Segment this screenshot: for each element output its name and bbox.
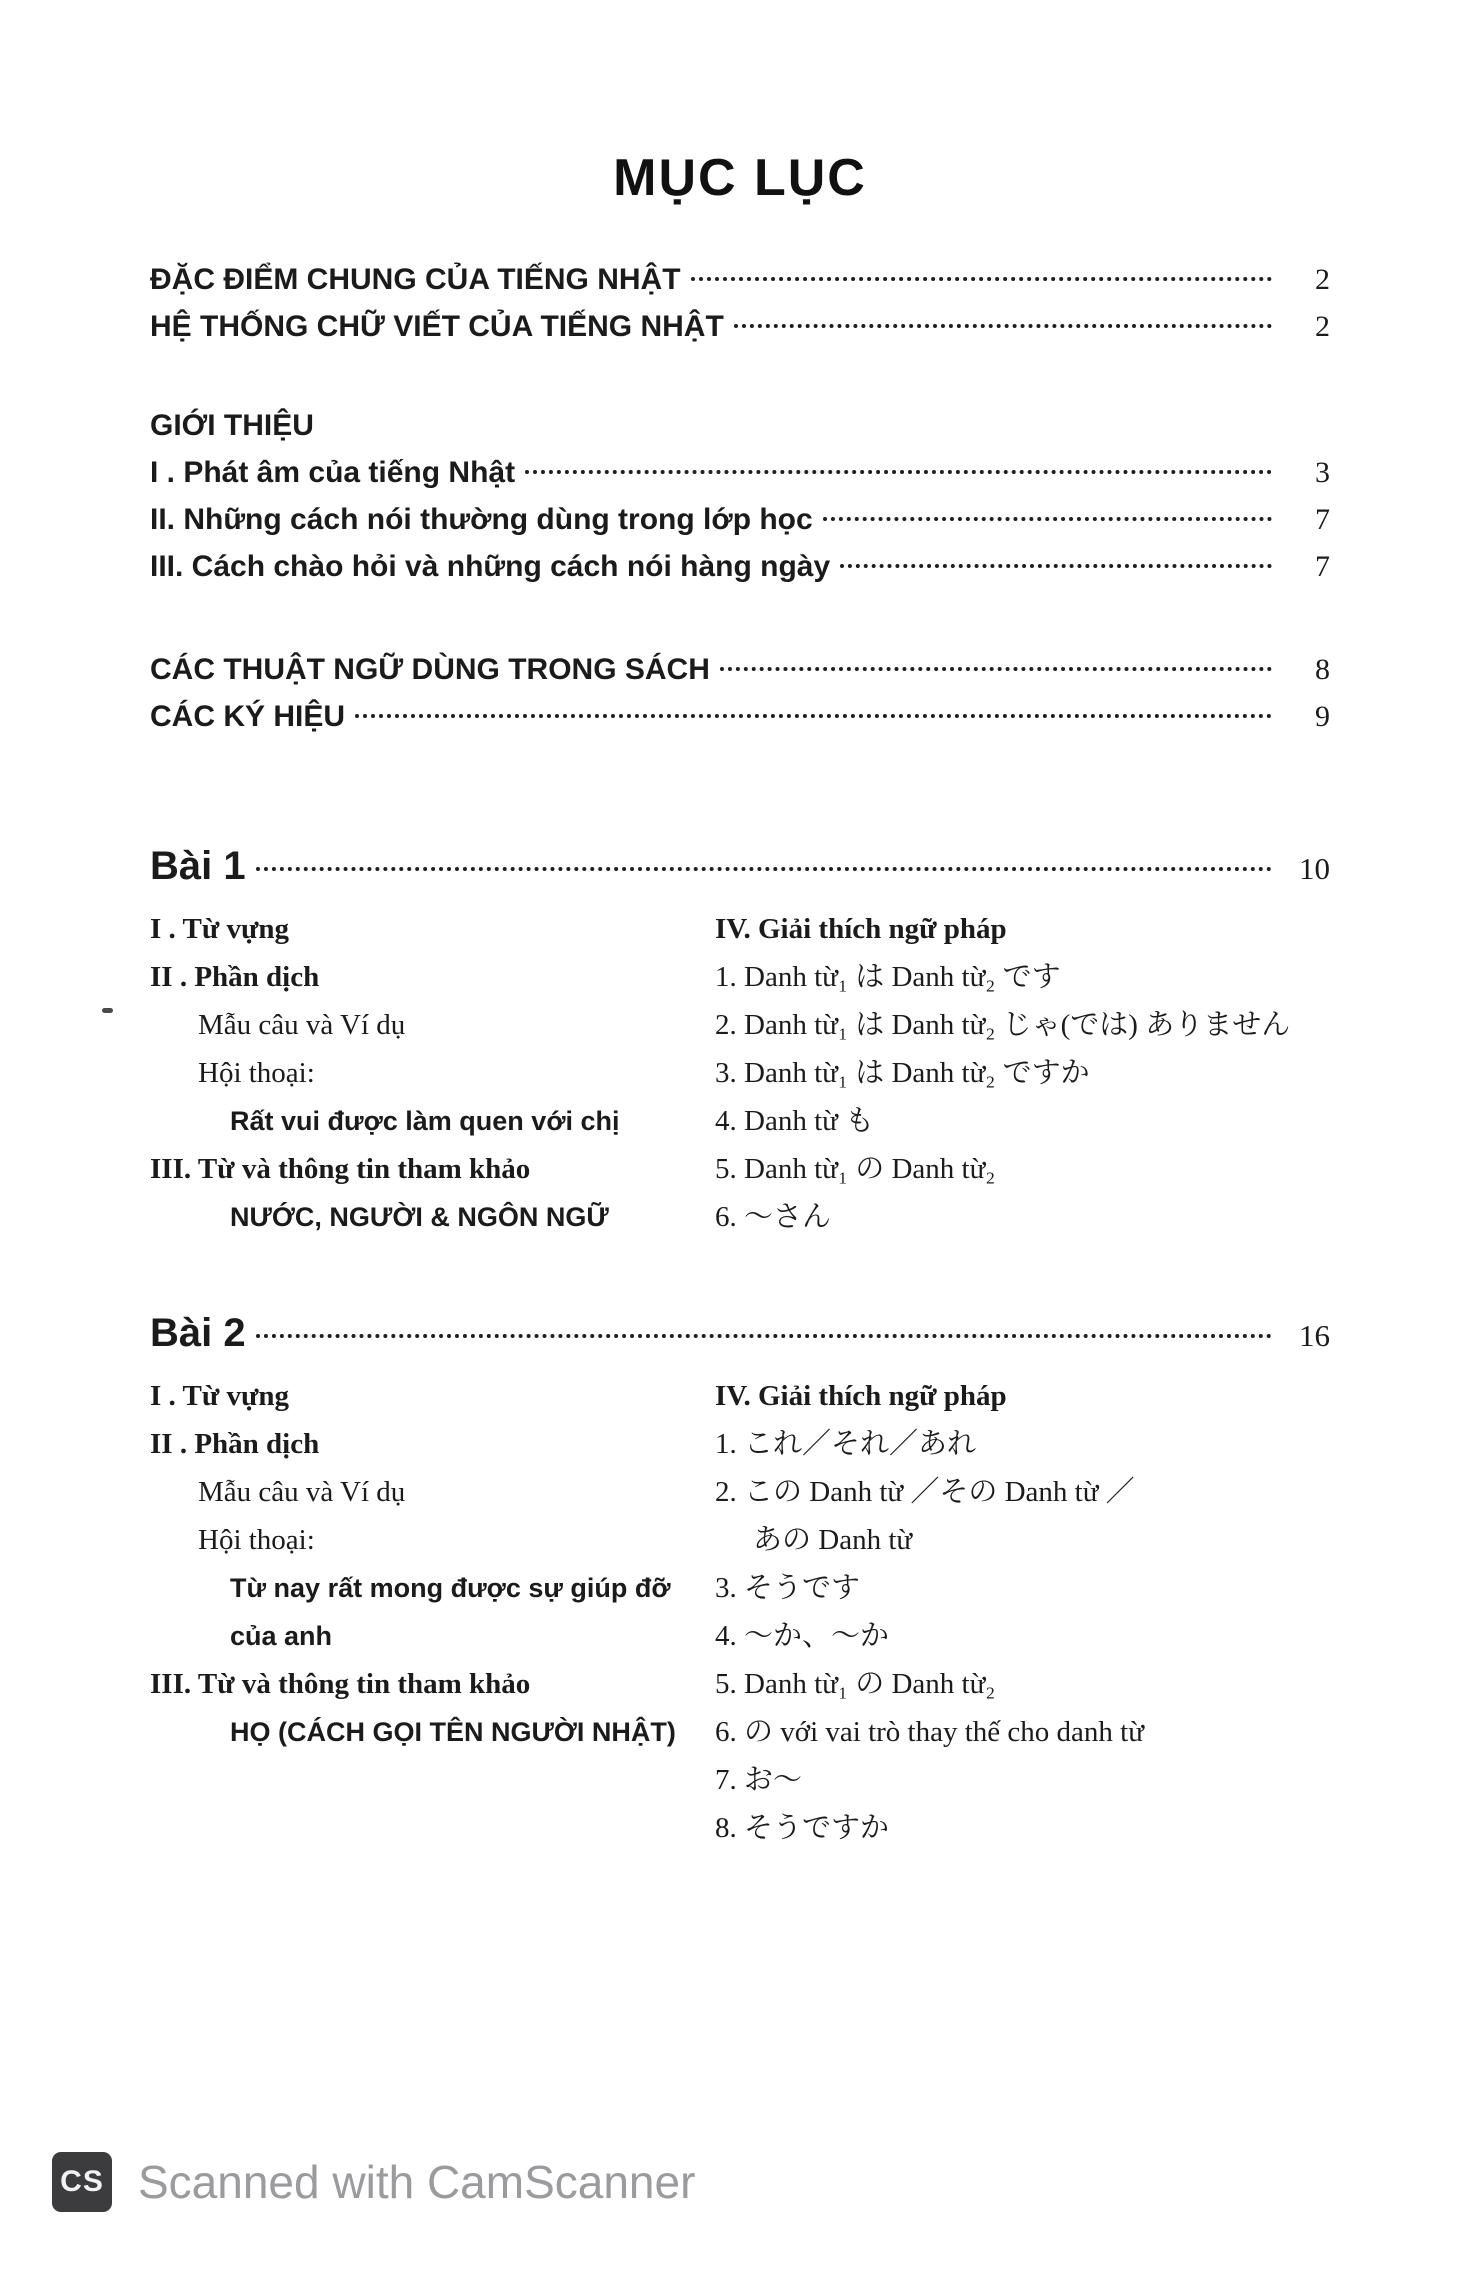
grammar-item: 5. Danh từ₁ の Danh từ₂ [715,1668,996,1700]
toc-page-number: 10 [1299,851,1330,886]
grammar-item: 2. Danh từ₁ は Danh từ₂ じゃ(では) ありません [715,1009,1291,1041]
dotted-leader [840,564,1272,568]
camscanner-text: Scanned with CamScanner [138,2156,696,2208]
lesson-item: của anh [230,1621,333,1651]
toc-entry-label: HỆ THỐNG CHỮ VIẾT CỦA TIẾNG NHẬT [150,310,724,343]
toc-page-number: 9 [1315,700,1330,733]
dotted-leader [734,324,1272,328]
lesson-item: NƯỚC, NGƯỜI & NGÔN NGỮ [230,1202,609,1232]
toc-page-number: 7 [1315,503,1330,536]
grammar-item: 8. そうですか [715,1812,890,1844]
lesson-title: Bài 2 [150,1311,246,1355]
toc-entry [150,449,1330,496]
toc-entry [150,256,1330,303]
dotted-leader [823,517,1272,521]
toc-entry-label: I . Phát âm của tiếng Nhật [150,456,516,489]
dotted-leader [256,867,1272,871]
toc-entry [150,303,1330,350]
toc-entry-label: CÁC THUẬT NGỮ DÙNG TRONG SÁCH [150,653,710,686]
lesson-left-column [150,905,715,1241]
lesson-item: Mẫu câu và Ví dụ [198,1476,406,1508]
lesson-section-1 [150,836,1330,1241]
toc-entry [150,543,1330,590]
toc-page-number: 2 [1315,263,1330,296]
toc-entry [150,646,1330,693]
dotted-leader [691,277,1272,281]
lesson-right-column [715,905,1330,1241]
grammar-heading: IV. Giải thích ngữ pháp [715,913,1007,945]
lesson-item: Rất vui được làm quen với chị [230,1106,620,1136]
toc-page-number: 7 [1315,550,1330,583]
lesson-item: II . Phần dịch [150,1428,320,1460]
lesson-item: III. Từ và thông tin tham khảo [150,1153,531,1185]
grammar-item: 1. Danh từ₁ は Danh từ₂ です [715,961,1061,993]
lesson-item: I . Từ vựng [150,1380,290,1412]
grammar-item: 4. Danh từ も [715,1105,875,1137]
toc-page-number: 3 [1315,456,1330,489]
lesson-item: Hội thoại: [198,1524,315,1556]
grammar-item: 5. Danh từ₁ の Danh từ₂ [715,1153,996,1185]
lesson-item: Mẫu câu và Ví dụ [198,1009,406,1041]
toc-entry-label: CÁC KÝ HIỆU [150,700,346,733]
grammar-item: 3. Danh từ₁ は Danh từ₂ ですか [715,1057,1090,1089]
lesson-heading-row [150,836,1330,899]
toc-top-section [150,256,1330,350]
intro-section [150,402,1330,590]
toc-entry [150,496,1330,543]
camscanner-watermark [52,2152,695,2212]
dotted-leader [720,667,1272,671]
toc-entry-label: III. Cách chào hỏi và những cách nói hàng ngày [150,550,831,583]
lesson-title: Bài 1 [150,844,246,888]
lesson-item: III. Từ và thông tin tham khảo [150,1668,531,1700]
toc-entry-label: II. Những cách nói thường dùng trong lớp học [150,503,813,536]
dotted-leader [355,714,1272,718]
grammar-heading: IV. Giải thích ngữ pháp [715,1380,1007,1412]
lesson-left-column [150,1372,715,1852]
toc-entry [150,693,1330,740]
toc-page-number: 16 [1299,1318,1330,1353]
grammar-item: 3. そうです [715,1572,861,1604]
camscanner-logo-icon: CS [52,2152,112,2212]
grammar-item: 4. ～か、～か [715,1620,890,1652]
lesson-right-column [715,1372,1330,1852]
grammar-item: 6. ～さん [715,1201,832,1233]
grammar-item: 1. これ／それ／あれ [715,1428,977,1460]
lesson-item: II . Phần dịch [150,961,320,993]
lesson-section-2 [150,1303,1330,1852]
lesson-item: Hội thoại: [198,1057,315,1089]
lesson-item: HỌ (CÁCH GỌI TÊN NGƯỜI NHẬT) [230,1717,676,1747]
toc-page-number: 2 [1315,310,1330,343]
section-heading: GIỚI THIỆU [150,409,314,442]
grammar-item: 6. の với vai trò thay thế cho danh từ [715,1716,1144,1748]
scan-artifact [102,1008,113,1013]
terms-section [150,646,1330,740]
toc-entry-label: ĐẶC ĐIỂM CHUNG CỦA TIẾNG NHẬT [150,263,681,296]
grammar-item-continuation: あの Danh từ [753,1524,913,1556]
lesson-item: I . Từ vựng [150,913,290,945]
lesson-columns [150,1372,1330,1852]
grammar-item: 2. この Danh từ ／その Danh từ ／ [715,1476,1135,1508]
document-page [150,0,1330,1852]
lesson-item: Từ nay rất mong được sự giúp đỡ [230,1573,671,1603]
grammar-item: 7. お～ [715,1764,803,1796]
page-title: MỤC LỤC [613,149,867,207]
lesson-columns [150,905,1330,1241]
lesson-heading-row [150,1303,1330,1366]
toc-page-number: 8 [1315,653,1330,686]
dotted-leader [256,1334,1272,1338]
dotted-leader [525,470,1272,474]
